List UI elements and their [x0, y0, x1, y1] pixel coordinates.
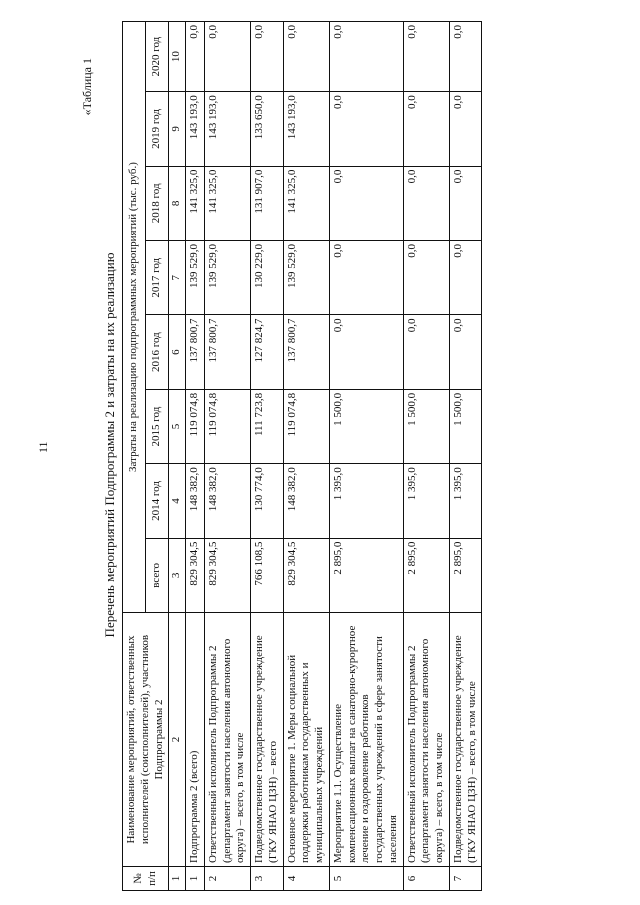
row-value: 1 500,0 — [449, 389, 482, 463]
row-value: 1 395,0 — [403, 464, 449, 538]
row-value: 0,0 — [403, 315, 449, 389]
row-value: 141 325,0 — [186, 166, 205, 240]
row-value: 1 395,0 — [329, 464, 403, 538]
row-value: 0,0 — [403, 22, 449, 92]
row-value: 0,0 — [251, 22, 284, 92]
header-year: 2016 год — [146, 315, 169, 389]
header-name: Наименование мероприятий, ответственных исполнителей (соисполнителей), участников Подпрограммы 2 — [123, 613, 169, 867]
row-number: 4 — [283, 866, 329, 890]
row-number: 1 — [186, 866, 205, 890]
row-number: 3 — [251, 866, 284, 890]
table-row — [449, 22, 482, 891]
column-index: 1 — [169, 866, 186, 890]
column-index: 6 — [169, 315, 186, 389]
column-index: 8 — [169, 166, 186, 240]
table-row — [186, 22, 205, 891]
column-index: 5 — [169, 389, 186, 463]
row-value: 829 304,5 — [186, 538, 205, 612]
column-index: 3 — [169, 538, 186, 612]
row-value: 0,0 — [403, 166, 449, 240]
header-year: 2019 год — [146, 92, 169, 166]
row-name: Подпрограмма 2 (всего) — [186, 613, 205, 867]
row-value: 141 325,0 — [204, 166, 250, 240]
row-value: 0,0 — [403, 92, 449, 166]
row-value: 0,0 — [329, 92, 403, 166]
row-value: 0,0 — [449, 92, 482, 166]
row-value: 137 800,7 — [186, 315, 205, 389]
row-value: 0,0 — [283, 22, 329, 92]
row-value: 119 074,8 — [283, 389, 329, 463]
header-year: 2015 год — [146, 389, 169, 463]
row-value: 130 229,0 — [251, 241, 284, 315]
measures-table — [122, 21, 482, 891]
row-value: 137 800,7 — [204, 315, 250, 389]
row-name: Подведомственное государственное учреждение (ГКУ ЯНАО ЦЗН) – всего, в том числе — [449, 613, 482, 867]
row-value: 111 723,8 — [251, 389, 284, 463]
column-index: 4 — [169, 464, 186, 538]
row-value: 119 074,8 — [204, 389, 250, 463]
row-value: 143 193,0 — [283, 92, 329, 166]
table-row — [403, 22, 449, 891]
row-value: 139 529,0 — [283, 241, 329, 315]
table-row — [204, 22, 250, 891]
row-value: 0,0 — [449, 166, 482, 240]
row-value: 1 500,0 — [403, 389, 449, 463]
row-value: 148 382,0 — [186, 464, 205, 538]
header-total: всего — [146, 538, 169, 612]
row-value: 141 325,0 — [283, 166, 329, 240]
row-value: 148 382,0 — [283, 464, 329, 538]
page-number: 11 — [36, 441, 50, 453]
row-value: 0,0 — [449, 22, 482, 92]
header-year: 2020 год — [146, 22, 169, 92]
row-value: 0,0 — [329, 315, 403, 389]
row-value: 127 824,7 — [251, 315, 284, 389]
row-value: 133 650,0 — [251, 92, 284, 166]
row-value: 139 529,0 — [204, 241, 250, 315]
row-value: 2 895,0 — [449, 538, 482, 612]
row-name: Подведомственное государственное учреждение (ГКУ ЯНАО ЦЗН) – всего — [251, 613, 284, 867]
header-costs: Затраты на реализацию подпрограммных мероприятий (тыс. руб.) — [123, 22, 146, 613]
column-index-row — [169, 22, 186, 891]
table-title: Перечень мероприятий Подпрограммы 2 и затраты на их реализацию — [102, 252, 117, 638]
row-value: 0,0 — [449, 315, 482, 389]
header-year: 2014 год — [146, 464, 169, 538]
row-value: 1 500,0 — [329, 389, 403, 463]
row-value: 0,0 — [329, 166, 403, 240]
row-value: 1 395,0 — [449, 464, 482, 538]
column-index: 7 — [169, 241, 186, 315]
row-value: 766 108,5 — [251, 538, 284, 612]
row-value: 829 304,5 — [204, 538, 250, 612]
row-number: 6 — [403, 866, 449, 890]
row-value: 0,0 — [186, 22, 205, 92]
column-index: 10 — [169, 22, 186, 92]
row-name: Мероприятие 1.1. Осуществление компенсационных выплат на санаторно-курортное лечение и оздоровление работников государственных учреждений в сфере занятости населения — [329, 613, 403, 867]
table-row — [251, 22, 284, 891]
row-value: 148 382,0 — [204, 464, 250, 538]
row-value: 143 193,0 — [204, 92, 250, 166]
row-value: 829 304,5 — [283, 538, 329, 612]
table-row — [329, 22, 403, 891]
column-index: 2 — [169, 613, 186, 867]
row-value: 2 895,0 — [403, 538, 449, 612]
row-value: 2 895,0 — [329, 538, 403, 612]
row-value: 0,0 — [449, 241, 482, 315]
row-name: Ответственный исполнитель Подпрограммы 2 (департамент занятости населения автономного округа) – всего, в том числе — [204, 613, 250, 867]
row-value: 143 193,0 — [186, 92, 205, 166]
row-value: 130 774,0 — [251, 464, 284, 538]
row-value: 0,0 — [329, 241, 403, 315]
table-row — [283, 22, 329, 891]
row-value: 0,0 — [403, 241, 449, 315]
header-year: 2018 год — [146, 166, 169, 240]
row-number: 2 — [204, 866, 250, 890]
row-value: 119 074,8 — [186, 389, 205, 463]
column-index: 9 — [169, 92, 186, 166]
row-name: Основное мероприятие 1. Меры социальной поддержки работникам государственных и муниципальных учреждений — [283, 613, 329, 867]
row-number: 5 — [329, 866, 403, 890]
row-value: 137 800,7 — [283, 315, 329, 389]
row-value: 0,0 — [329, 22, 403, 92]
header-no: № п/п — [123, 866, 169, 890]
row-name: Ответственный исполнитель Подпрограммы 2 (департамент занятости населения автономного округа) – всего, в том числе — [403, 613, 449, 867]
row-value: 0,0 — [204, 22, 250, 92]
table-label: «Таблица 1 — [80, 58, 94, 116]
row-value: 131 907,0 — [251, 166, 284, 240]
header-year: 2017 год — [146, 241, 169, 315]
row-value: 139 529,0 — [186, 241, 205, 315]
row-number: 7 — [449, 866, 482, 890]
